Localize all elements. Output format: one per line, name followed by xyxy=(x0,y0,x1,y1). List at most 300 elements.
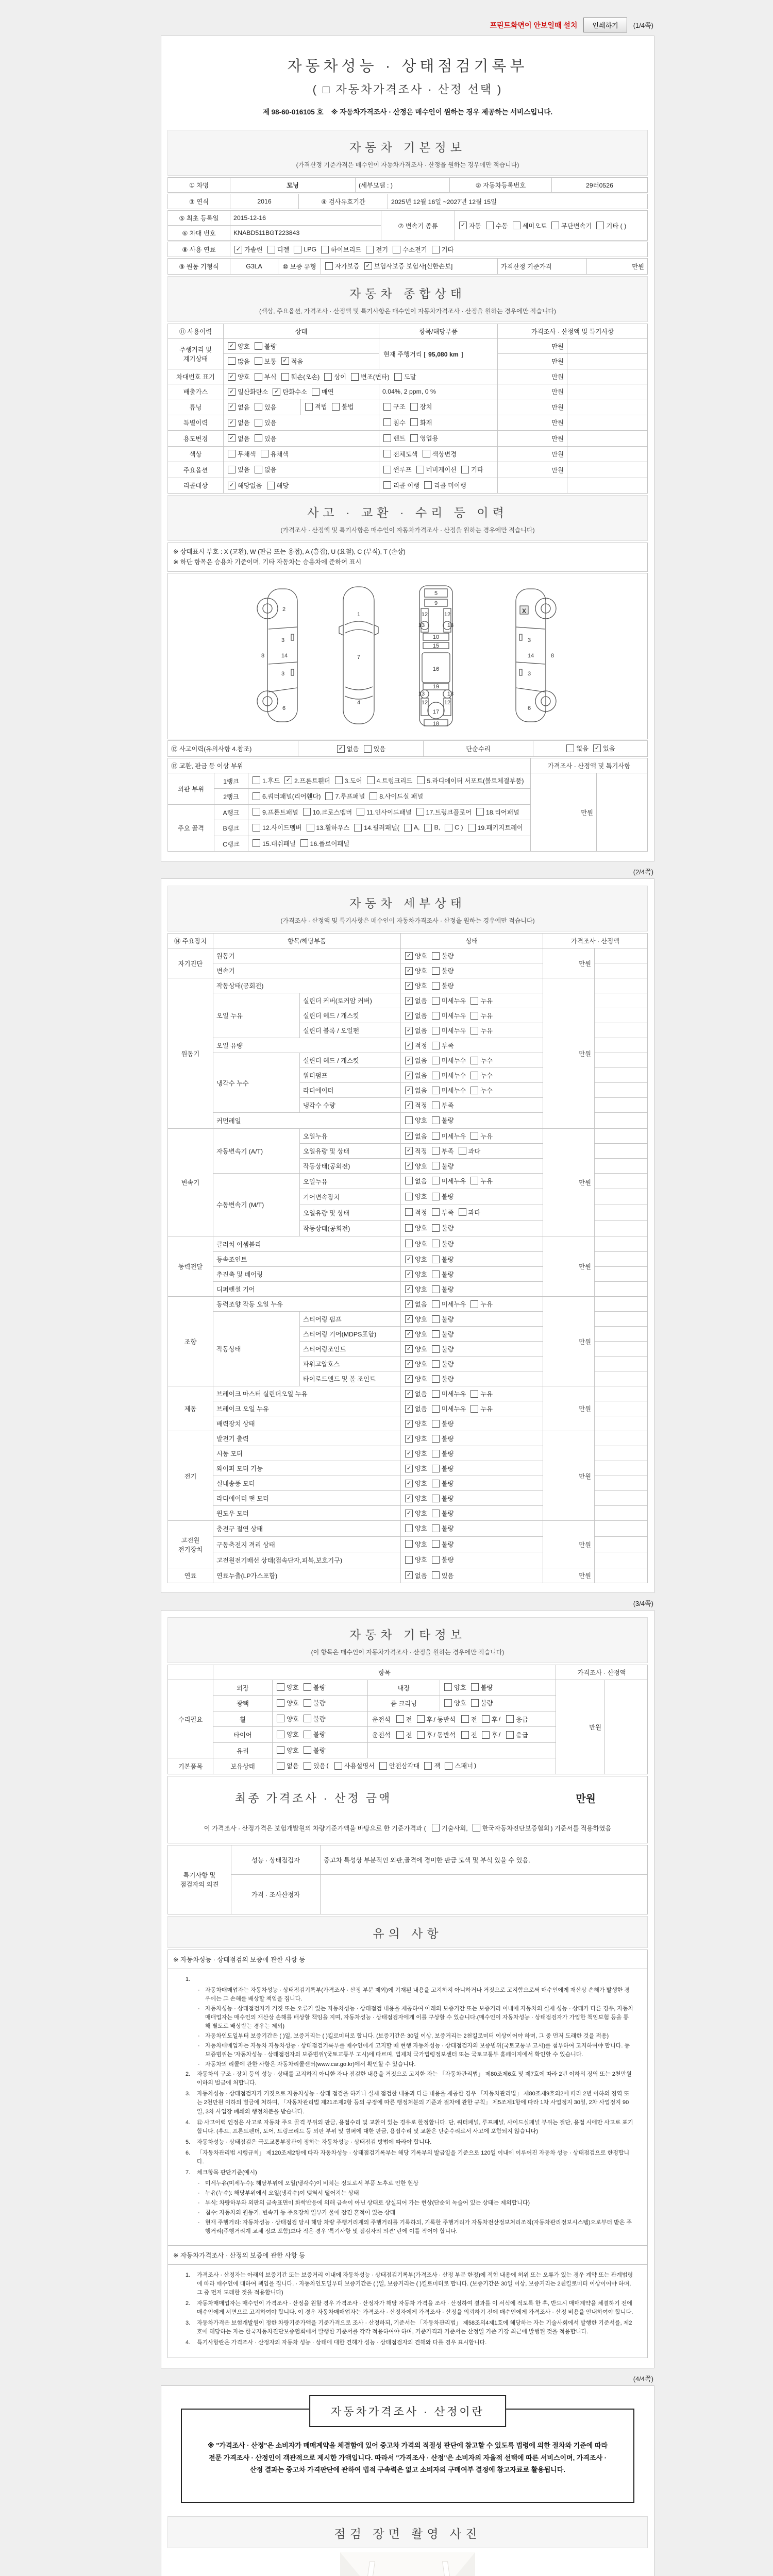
checkbox-label: 불법 xyxy=(341,403,354,411)
check-group xyxy=(371,1715,528,1724)
check-group xyxy=(404,1509,454,1518)
note-cell xyxy=(595,1221,648,1236)
checkbox-icon xyxy=(470,1390,478,1398)
note-cell xyxy=(595,1536,648,1552)
checkbox-label: 부족 xyxy=(441,1042,454,1050)
checkbox-icon xyxy=(405,1193,413,1200)
checkbox-icon xyxy=(468,824,476,832)
checkbox-label: 불량 xyxy=(313,1684,326,1691)
checkbox-icon: ✓ xyxy=(405,1285,413,1293)
checkbox-label: 후 xyxy=(491,1732,498,1739)
note-item: 6. 「자동차관리법 시행규칙」 제120조제2항에 따라 자동차성능 · 상태점검기록부는 해당 기록부의 발급일을 기준으로 120일 이내에 이루어진 자동차 성능 · 상태점검으로 한정합니다. xyxy=(186,2149,630,2165)
checkbox-icon xyxy=(424,824,432,832)
document-number xyxy=(167,106,648,116)
checkbox-icon xyxy=(432,1285,440,1293)
note-cell xyxy=(567,353,648,369)
checkbox-label: 불량 xyxy=(441,1256,454,1264)
note-cell xyxy=(567,415,648,431)
checkbox-label: 불량 xyxy=(441,1376,454,1383)
label: ⑤ 최초 등록일 xyxy=(168,211,230,226)
subgroup-label: 작동상태 xyxy=(213,1312,300,1386)
checkbox-label: LPG xyxy=(304,246,317,253)
label: ③ 연식 xyxy=(168,194,230,209)
note-cell xyxy=(597,773,648,852)
checkbox-icon xyxy=(277,1762,284,1770)
legend-line-2: ※ 하단 항목은 승용차 기준이며, 기타 자동차는 승용차에 준하여 표시 xyxy=(173,558,362,566)
checkbox-icon: ✓ xyxy=(405,1072,413,1079)
final-price-label: 최종 가격조사 · 산정 금액 xyxy=(235,1791,392,1805)
checkbox-icon: ✓ xyxy=(405,1330,413,1338)
checkbox-icon xyxy=(267,246,275,253)
price-unit: 만원 xyxy=(498,353,567,369)
checkbox-icon: ✓ xyxy=(405,1132,413,1140)
damage-marker-x: X xyxy=(522,607,527,615)
item-label: 오일유량 및 상태 xyxy=(300,1205,401,1221)
check-group xyxy=(404,1176,493,1185)
checkbox-icon xyxy=(305,403,313,411)
print-button[interactable]: 인쇄하기 xyxy=(583,18,627,32)
check-group xyxy=(382,449,457,459)
checkbox-icon xyxy=(255,373,262,381)
checkbox-label: 없음 xyxy=(346,745,359,753)
checkbox-label: 없음 xyxy=(238,435,250,443)
note-cell xyxy=(567,478,648,494)
device-label: 자기진단 xyxy=(168,948,213,978)
row-label: 성능 · 상태점검자 xyxy=(231,1845,321,1874)
checkbox-icon xyxy=(307,824,314,832)
check-group xyxy=(227,418,277,427)
checkbox-icon xyxy=(367,776,375,784)
check-group xyxy=(404,1071,493,1080)
checkbox-icon xyxy=(461,1731,469,1739)
check-group xyxy=(404,1434,454,1443)
item-label: 커먼레일 xyxy=(213,1113,401,1129)
check-group xyxy=(404,1086,493,1095)
checkbox-label: 양호 xyxy=(415,1225,427,1232)
checkbox-label: 누유 xyxy=(480,1177,493,1185)
checkbox-label: 전 xyxy=(470,1732,477,1739)
caution-sec2-body xyxy=(168,2265,647,2358)
checkbox-icon xyxy=(444,1699,452,1707)
check-group xyxy=(276,1683,326,1692)
price-unit: 만원 xyxy=(531,773,597,852)
checkbox-label: 양호 xyxy=(415,1271,427,1279)
checkbox-icon: ✓ xyxy=(405,1571,413,1579)
checkbox-icon xyxy=(432,967,440,975)
checkbox-icon xyxy=(444,1683,452,1691)
checkbox-icon xyxy=(369,792,377,800)
checkbox-label: 사용설명서 xyxy=(344,1762,375,1770)
label: ⑩ 보증 유형 xyxy=(278,259,321,275)
checkbox-icon xyxy=(432,1162,440,1170)
checkbox-label: 미세누유 xyxy=(441,1027,466,1035)
page-3 xyxy=(161,1610,654,2369)
checkbox-icon xyxy=(432,1012,440,1020)
caution-sec1-title: ※ 자동차성능 · 상태점검의 보증에 관한 사항 등 xyxy=(168,1950,647,1969)
check-group-text: / 동반석 xyxy=(433,1716,456,1723)
checkbox-icon: ✓ xyxy=(405,1027,413,1035)
checkbox-icon xyxy=(432,1420,440,1428)
checkbox-icon xyxy=(432,1224,440,1232)
checkbox-label: 미세누유 xyxy=(441,1132,466,1140)
item-label: 라디에이터 팬 모터 xyxy=(213,1491,401,1506)
price-unit: 만원 xyxy=(543,978,595,1129)
emission-values: 0.04%, 2 ppm, 0 % xyxy=(379,384,498,399)
checkbox-icon xyxy=(432,1147,440,1155)
section-accident-history xyxy=(167,495,648,541)
checkbox-icon xyxy=(357,808,364,816)
checkbox-label: 적음 xyxy=(291,358,304,365)
checkbox-label: 후 xyxy=(491,1716,498,1723)
check-group xyxy=(404,1223,454,1232)
column-header xyxy=(168,1665,213,1680)
check-group xyxy=(251,839,349,848)
price-unit: 만원 xyxy=(543,1568,595,1583)
checkbox-label: 불량 xyxy=(441,1525,454,1533)
checkbox-icon xyxy=(423,450,430,457)
checkbox-icon xyxy=(470,1057,478,1064)
checkbox-label: 양호 xyxy=(287,1715,299,1723)
check-group xyxy=(404,1208,480,1217)
checkbox-icon xyxy=(396,1731,404,1739)
checkbox-icon: ✓ xyxy=(405,1405,413,1413)
note-cell xyxy=(595,1431,648,1446)
diagram-part-number: 14 xyxy=(281,653,288,659)
check-group xyxy=(276,1714,326,1723)
checkbox-icon xyxy=(417,1731,425,1739)
checkbox-icon xyxy=(300,839,308,847)
note-item: 3. 자동차성능 · 상태점검자가 거짓으로 자동차성능 · 상태 점검을 하거나 실제 점검한 내용과 다른 내용을 제공한 경우 「자동차관리법」 제80조제9호의2에 따라 2년 이하의 징역 또는 2천만원 이하의 벌금에 처하며, 「자동차관리법 제21조제2항 등의 규정에 따른 행정처분의 기준과 절차에 관한 규칙」 제5조제1항에 따라 1차 사업정지 30일, 2차 사업정지 90일, 3차 사업장 폐쇄의 행정처분을 받습니다. xyxy=(186,2091,630,2115)
checkbox-label: 양호 xyxy=(415,1480,427,1488)
checkbox-label: 1.후드 xyxy=(262,777,280,785)
row-label: 주행거리 및 계기상태 xyxy=(168,338,224,369)
checkbox-label: 없음 xyxy=(415,1012,427,1020)
checkbox-label: 불량 xyxy=(264,343,277,350)
item-label: 브레이크 마스터 실린더오일 누유 xyxy=(213,1386,401,1401)
note-bullet: · 자동차인도일부터 보증기간은 ( )일, 보증거리는 ( )킬로미터로 합니다. (보증기간은 30일 이상, 보증거리는 2천킬로미터 이상이어야 하며, 그 중 먼저 도래한 것을 적용) xyxy=(198,2033,609,2040)
price-unit: 만원 xyxy=(543,1128,595,1236)
check-group xyxy=(404,1359,454,1368)
checkbox-label: 양호 xyxy=(415,1316,427,1324)
item-label: 배력장치 상태 xyxy=(213,1416,401,1431)
base-price-unit: 만원 xyxy=(587,259,648,275)
diagram-part-number: 12 xyxy=(421,700,428,706)
checkbox-label: 양호 xyxy=(415,1556,427,1564)
table-row xyxy=(168,1680,648,1696)
checkbox-label: 한국자동차진단보증협회 xyxy=(482,1824,550,1832)
item-label: 스티어링조인트 xyxy=(300,1342,401,1357)
check-group xyxy=(404,1479,454,1488)
checkbox-icon: ✓ xyxy=(228,434,236,442)
check-group xyxy=(382,402,432,411)
check-group xyxy=(404,1192,454,1201)
checkbox-icon: ✓ xyxy=(228,373,236,381)
diagram-part-number: 2 xyxy=(282,606,286,613)
checkbox-icon xyxy=(417,776,425,784)
row-label: 특별이력 xyxy=(168,415,224,431)
item-label: 기어변속장치 xyxy=(300,1189,401,1205)
device-label: 연료 xyxy=(168,1568,213,1583)
checkbox-icon xyxy=(470,1012,478,1020)
item-label: 휠 xyxy=(213,1711,273,1727)
check-group xyxy=(251,791,423,801)
checkbox-icon xyxy=(432,982,440,990)
checkbox-label: 양호 xyxy=(415,1420,427,1428)
checkbox-label: 부족 xyxy=(441,1209,454,1216)
rank-label: 2랭크 xyxy=(214,789,248,805)
checkbox-icon xyxy=(304,1715,311,1722)
checkbox-label: 전체도색 xyxy=(393,450,418,458)
checkbox-label: 적법 xyxy=(315,403,327,411)
check-group xyxy=(276,1730,326,1739)
checkbox-icon xyxy=(325,792,333,800)
section-subtitle: (가격조사 · 산정액 및 특기사항은 매수인이 자동차가격조사 · 산정을 원하는 경우에만 적습니다) xyxy=(280,917,535,925)
checkbox-label: 유채색 xyxy=(270,450,289,458)
note-cell xyxy=(567,338,648,353)
checkbox-icon xyxy=(228,466,236,473)
checkbox-label: 양호 xyxy=(415,1331,427,1338)
checkbox-label: 불량 xyxy=(441,1480,454,1488)
checkbox-icon xyxy=(277,1699,284,1707)
note-cell xyxy=(595,993,648,1008)
vin-number: KNABD511BGT223843 xyxy=(230,226,381,241)
checkbox-icon xyxy=(312,388,320,396)
checkbox-label: 없음 xyxy=(287,1762,299,1770)
checkbox-icon xyxy=(424,481,432,489)
check-group xyxy=(404,1284,454,1294)
checkbox-icon xyxy=(261,450,268,457)
table-row xyxy=(168,399,648,415)
note-cell xyxy=(595,1297,648,1312)
note-cell xyxy=(595,1552,648,1568)
checkbox-icon: ✓ xyxy=(405,1270,413,1278)
check-group-text: ( xyxy=(326,1762,329,1770)
checkbox-label: 불량 xyxy=(480,1684,493,1691)
checkbox-label: 양호 xyxy=(415,1510,427,1518)
checkbox-icon xyxy=(470,1027,478,1035)
checkbox-label: 불량 xyxy=(441,1495,454,1503)
checkbox-label: 미세누유 xyxy=(441,1177,466,1185)
checkbox-icon xyxy=(379,1762,387,1770)
checkbox-label: 15.대쉬패널 xyxy=(262,840,296,848)
checkbox-icon xyxy=(432,1375,440,1383)
caution-sec2-title: ※ 자동차가격조사 · 산정의 보증에 관한 사항 등 xyxy=(168,2246,647,2265)
checkbox-icon xyxy=(424,1762,432,1770)
checkbox-icon xyxy=(354,824,362,832)
checkbox-label: 양호 xyxy=(415,1435,427,1443)
check-group xyxy=(404,1056,493,1065)
checkbox-icon xyxy=(281,373,289,381)
item-label: 와이퍼 모터 기능 xyxy=(213,1461,401,1476)
checkbox-label: 누수 xyxy=(480,1087,493,1095)
item-label: 작동상태(공회전) xyxy=(300,1158,401,1173)
checkbox-icon xyxy=(410,434,418,442)
note-cell xyxy=(595,1252,648,1267)
checkbox-label: 색상변경 xyxy=(432,450,457,458)
checkbox-label: 리콜 이행 xyxy=(393,482,419,489)
checkbox-icon xyxy=(432,952,440,960)
item-label: 오일 유량 xyxy=(213,1038,401,1053)
table-row xyxy=(168,384,648,399)
price-unit: 만원 xyxy=(543,1386,595,1431)
checkbox-icon xyxy=(461,466,469,473)
checkbox-icon xyxy=(405,1177,413,1184)
checkbox-icon xyxy=(255,403,262,411)
checkbox-label: 불량 xyxy=(441,1286,454,1294)
diagram-part-number: 14 xyxy=(527,653,534,659)
item-label: 작동상태(공회전) xyxy=(300,1221,401,1236)
note-bullet: · 자동차매매업자는 자동차성능 · 상태점검기록부(가격조사 · 산정 부분 제외)에 기재된 내용을 고지하지 아니하거나 거짓으로 고지함으로써 매수인에게 재산상 손해가 발생한 경우에는 그 손해를 배상할 책임을 집니다. xyxy=(198,1987,630,2002)
checkbox-label: 양호 xyxy=(415,1286,427,1294)
accident-history-row xyxy=(167,740,648,757)
checkbox-icon: ✓ xyxy=(405,1256,413,1263)
checkbox-icon: ✓ xyxy=(405,1345,413,1353)
checkbox-icon: ✓ xyxy=(228,482,236,489)
table-row xyxy=(168,462,648,478)
doc-note: ※ 자동차가격조사 · 산정은 매수인이 원하는 경우 제공하는 서비스입니다. xyxy=(331,108,553,116)
section-subtitle: (이 항목은 매수인이 자동차가격조사 · 산정을 원하는 경우에만 적습니다) xyxy=(311,1648,505,1656)
checkbox-icon xyxy=(383,466,391,473)
page-4 xyxy=(161,2385,654,2576)
checkbox-icon xyxy=(432,1315,440,1323)
mileage-prefix: 현재 주행거리 [ xyxy=(383,350,426,358)
diagram-part-number: 3 xyxy=(527,637,531,644)
checkbox-icon xyxy=(255,419,262,427)
checkbox-icon: ✓ xyxy=(405,1012,413,1020)
checkbox-label: 적정 xyxy=(415,1147,427,1155)
column-header: 상태 xyxy=(224,324,379,338)
checkbox-label: 없음 xyxy=(415,1057,427,1065)
diagram-part-number: 3 xyxy=(281,637,285,644)
checkbox-icon xyxy=(277,1746,284,1754)
inspection-photo-1 xyxy=(167,2552,648,2576)
checkbox-icon xyxy=(304,1762,311,1770)
photo-area xyxy=(167,2552,648,2576)
note-cell xyxy=(595,948,648,963)
check-group xyxy=(251,823,523,832)
checkbox-icon xyxy=(405,1556,413,1564)
checkbox-icon xyxy=(253,792,260,800)
checkbox-label: 없음 xyxy=(415,1572,427,1580)
row-label: 주요옵션 xyxy=(168,462,224,478)
checkbox-label: 없음 xyxy=(576,745,589,753)
page-indicator-3: (3/4쪽) xyxy=(633,1599,653,1607)
note-cell xyxy=(595,1098,648,1113)
checkbox-label: 양호 xyxy=(238,374,250,381)
checkbox-icon xyxy=(432,1435,440,1443)
checkbox-label: 세미오토 xyxy=(522,222,547,230)
table-header: ⑬ 교환, 판금 등 이상 부위 xyxy=(168,758,531,773)
checkbox-label: 양호 xyxy=(415,1540,427,1548)
checkbox-icon xyxy=(332,403,340,411)
note-cell xyxy=(595,1143,648,1158)
checkbox-icon xyxy=(470,1300,478,1308)
checkbox-icon xyxy=(432,1345,440,1353)
item-label: 냉각수 수량 xyxy=(300,1098,401,1113)
check-group xyxy=(404,1239,454,1248)
price-unit: 만원 xyxy=(543,1521,595,1568)
check-group-text: / 동반석 xyxy=(433,1732,456,1739)
column-header: 가격조사 · 산정액 xyxy=(556,1665,648,1680)
checkbox-label: 불량 xyxy=(441,1540,454,1548)
diagram-part-number: 9 xyxy=(434,600,438,607)
note-cell xyxy=(595,1053,648,1068)
note-cell xyxy=(595,1205,648,1221)
checkbox-icon xyxy=(432,1208,440,1216)
note-cell xyxy=(595,1312,648,1327)
checkbox-icon: ✓ xyxy=(405,1465,413,1472)
check-group xyxy=(404,1344,454,1353)
note-item: 2. 자동차의 구조 · 장치 등의 성능 · 상태를 고지하지 아니한 자나 점검한 내용을 거짓으로 고지한 자는 「자동차관리법」 제80조제6호 및 제7호에 따라 2년 이하의 징역 또는 2천만원 이하의 벌금에 처합니다. xyxy=(186,2071,632,2087)
checkbox-label: 불량 xyxy=(441,1162,454,1170)
section-title: 자동차 세부상태 xyxy=(349,896,466,910)
checkbox-icon xyxy=(394,373,402,381)
checkbox-label: 18.리어패널 xyxy=(486,808,519,816)
diagram-part-number: 10 xyxy=(432,634,440,641)
check-group xyxy=(404,1100,454,1110)
checkbox-label: 양호 xyxy=(415,968,427,975)
item-label: 실린더 헤드 / 개스킷 xyxy=(300,1008,401,1023)
checkbox-label: 전기 xyxy=(376,246,389,253)
device-label: 전기 xyxy=(168,1431,213,1521)
basic-info-row5 xyxy=(167,258,648,275)
check-group xyxy=(404,1115,454,1125)
note-item: 1. 가격조사 · 산정자는 아래의 보증기간 또는 보증거리 이내에 자동차성능 · 상태점검기록부(가격조사 · 산정 부분 한정)에 적힌 내용에 허위 또는 오류가 있는 경우 계약 또는 관계법령에 따라 매수인에 대하여 책임을 집니다. · 자동차인도일부터 보증기간은 ( )일, 보증거리는 ( )킬로미터로 합니다. (보증기간은 30일 이상, 보증거리는 2천킬로미터 이상이어야 하며, 그 중 먼저 도래한 것을 적용합니다) xyxy=(186,2272,633,2296)
checkbox-icon: ✓ xyxy=(228,388,236,396)
checkbox-icon xyxy=(383,403,391,411)
checkbox-label: 11.인사이드패널 xyxy=(366,808,412,816)
item-label: 변속기 xyxy=(213,963,401,978)
checkbox-label: 과다 xyxy=(468,1147,481,1155)
checkbox-icon xyxy=(432,1450,440,1458)
checkbox-label: 상이 xyxy=(334,374,347,381)
table-row xyxy=(168,1431,648,1446)
item-label: 연료누출(LP가스포함) xyxy=(213,1568,401,1583)
check-group xyxy=(276,1745,326,1755)
checkbox-label: 불량 xyxy=(441,1240,454,1248)
section-subtitle: (색상, 주요옵션, 가격조사 · 산정액 및 특기사항은 매수인이 자동차가격조사 · 산정을 원하는 경우에만 적습니다) xyxy=(259,307,557,315)
note-cell xyxy=(595,1236,648,1252)
item-label: 실린더 헤드 / 개스킷 xyxy=(300,1053,401,1068)
checkbox-icon xyxy=(364,745,372,753)
checkbox-label: 썬루프 xyxy=(393,466,412,473)
checkbox-icon xyxy=(470,1072,478,1079)
checkbox-label: 양호 xyxy=(454,1700,466,1707)
checkbox-icon: ✓ xyxy=(405,1101,413,1109)
item-label: 오일누유 xyxy=(300,1173,401,1189)
checkbox-label: 6.쿼터패널(리어휀다) xyxy=(262,793,321,801)
item-label: 디퍼렌셜 기어 xyxy=(213,1282,401,1297)
checkbox-label: 변조(변타) xyxy=(361,374,390,381)
checkbox-icon xyxy=(432,1571,440,1579)
table-row xyxy=(168,1874,648,1914)
checkbox-label: 일산화탄소 xyxy=(238,388,268,396)
checkbox-label: A, xyxy=(413,824,420,832)
check-group xyxy=(227,481,289,490)
checkbox-label: 있음 xyxy=(238,466,250,473)
checkbox-icon xyxy=(228,357,236,365)
caution-notes xyxy=(167,1950,648,2359)
checkbox-label: 양호 xyxy=(415,1256,427,1264)
checkbox-label: 미세누수 xyxy=(441,1087,466,1095)
checkbox-label: 양호 xyxy=(287,1684,299,1691)
checkbox-icon: ✓ xyxy=(405,1420,413,1428)
note-cell xyxy=(595,1068,648,1083)
price-unit: 만원 xyxy=(498,399,567,415)
note-bullet: · 자동차매매업자는 자동차 자동차성능 · 상태점검기록부를 매수인에게 고지할 때 현행 자동차성능 · 상태점검자의 보증범위(국토교통부 고시)를 첨부하여 고지하여야 합니다. 동 보증범위는 '자동차성능 · 상태점검자의 보증범위'(국토교통부 고시)에 따르며, 법제처 국가법령정보센터 또는 국토교통부 홈페이지에서 확인할 수 있습니다. xyxy=(198,2043,630,2058)
checkbox-icon: ✓ xyxy=(405,967,413,975)
checkbox-label: 전 xyxy=(406,1716,412,1723)
